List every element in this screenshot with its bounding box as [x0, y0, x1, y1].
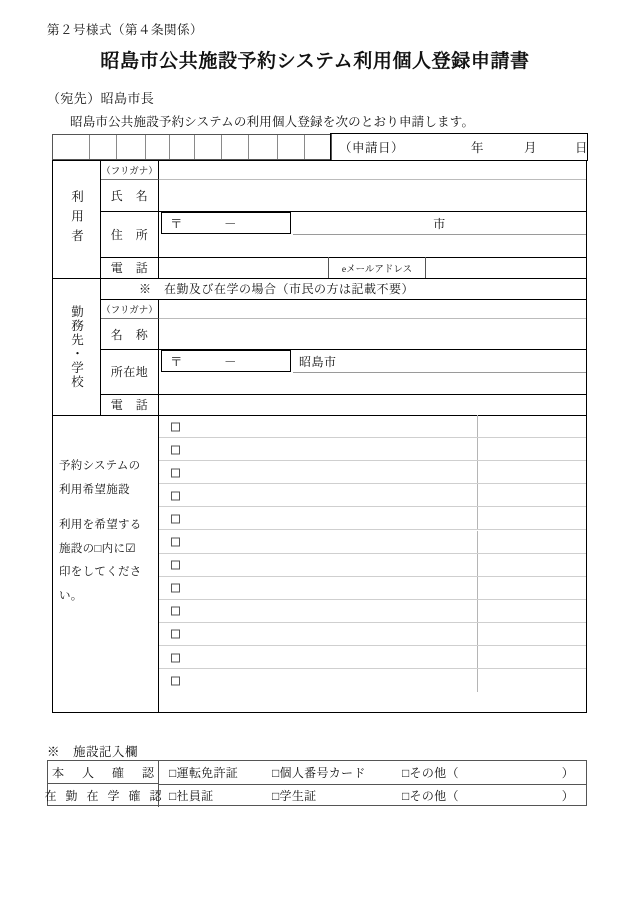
workplace-location-input[interactable] — [159, 373, 586, 394]
day-label: 日 — [575, 141, 588, 155]
applicant-furigana-label: （フリガナ） — [101, 161, 159, 180]
facility-checkbox[interactable] — [171, 445, 180, 454]
facility-checkbox[interactable] — [171, 584, 180, 593]
facility-row[interactable] — [159, 507, 586, 530]
option-other[interactable]: □その他（ — [402, 766, 459, 780]
applicant-tel-label: 電 話 — [101, 257, 159, 278]
year-label: 年 — [471, 141, 484, 155]
workplace-vertical-label: 勤務先・学校 — [53, 278, 101, 415]
workplace-name-input[interactable] — [159, 319, 586, 349]
employment-other-paren-close: ） — [561, 789, 574, 803]
facility-checkbox[interactable] — [171, 676, 180, 685]
option-mynumber-card[interactable]: □個人番号カード — [272, 766, 366, 780]
facility-row[interactable] — [159, 484, 586, 507]
facility-checkbox[interactable] — [171, 538, 180, 547]
workplace-furigana-label: （フリガナ） — [101, 300, 159, 319]
workplace-location-label: 所在地 — [101, 349, 159, 394]
workplace-postal-code-field[interactable] — [161, 350, 291, 372]
facility-instruction-line: 印をしてくださ — [59, 566, 142, 578]
facility-instruction-line: 予約システムの — [59, 460, 141, 472]
facility-column-divider — [477, 577, 478, 600]
applicant-email-input[interactable] — [426, 257, 586, 278]
facility-checkbox[interactable] — [171, 468, 180, 477]
main-form-table — [52, 160, 587, 713]
facility-column-divider — [477, 484, 478, 507]
option-student-id[interactable]: □学生証 — [272, 789, 317, 803]
applicant-vertical-label: 利用者 — [53, 161, 101, 278]
date-grid-cells — [52, 134, 332, 160]
applicant-name-input[interactable] — [159, 180, 586, 211]
workplace-name-label: 名 称 — [101, 319, 159, 349]
postal-mark-icon: 〒 — [170, 355, 183, 369]
identity-other-paren-close: ） — [561, 766, 574, 780]
workplace-tel-input[interactable] — [159, 394, 586, 415]
workplace-note: ※ 在勤及び在学の場合（市民の方は記載不要） — [101, 278, 586, 300]
facility-row[interactable] — [159, 554, 586, 577]
facility-instruction-line — [59, 502, 159, 514]
facility-row[interactable] — [159, 623, 586, 646]
facility-column-divider — [477, 554, 478, 577]
facility-column-divider — [477, 646, 478, 669]
facility-instruction-line: 施設の□内に☑ — [59, 542, 136, 555]
facility-instruction-cell — [53, 415, 159, 712]
office-use-note: ※ 施設記入欄 — [47, 745, 139, 759]
workplace-furigana-input[interactable] — [159, 300, 586, 319]
workplace-city-prefix: 昭島市 — [299, 354, 337, 369]
option-employee-id[interactable]: □社員証 — [169, 789, 214, 803]
postal-dash: － — [224, 217, 237, 231]
applicant-name-label: 氏 名 — [101, 180, 159, 211]
facility-checkbox[interactable] — [171, 607, 180, 616]
identity-check-label: 本 人 確 認 — [48, 761, 159, 784]
employment-check-label: 在 勤 在 学 確 認 — [48, 784, 159, 807]
facility-column-divider — [477, 669, 478, 692]
facility-row[interactable] — [159, 600, 586, 623]
office-use-table — [44, 760, 587, 806]
page-title: 昭島市公共施設予約システム利用個人登録申請書 — [100, 51, 530, 72]
facility-row[interactable] — [159, 461, 586, 484]
applicant-address-label: 住 所 — [101, 211, 159, 257]
facility-row[interactable] — [159, 415, 586, 438]
identity-check-options — [159, 761, 586, 785]
facility-column-divider — [477, 623, 478, 646]
postal-mark-icon: 〒 — [170, 217, 183, 231]
month-label: 月 — [524, 141, 537, 155]
form-number: 第２号様式（第４条関係） — [47, 23, 204, 37]
applicant-address-input[interactable] — [159, 235, 586, 257]
facility-row[interactable] — [159, 669, 586, 692]
facility-row[interactable] — [159, 646, 586, 669]
facility-column-divider — [477, 461, 478, 484]
postal-dash: － — [224, 355, 237, 369]
applicant-email-label: eメールアドレス — [329, 257, 426, 278]
addressee-line: （宛先）昭島市長 — [47, 91, 155, 106]
option-other[interactable]: □その他（ — [402, 789, 459, 803]
intro-statement: 昭島市公共施設予約システムの利用個人登録を次のとおり申請します。 — [70, 115, 475, 129]
facility-row[interactable] — [159, 438, 586, 461]
facility-column-divider — [477, 415, 478, 438]
workplace-tel-label: 電 話 — [101, 394, 159, 415]
application-date-label: （申請日） — [339, 141, 405, 155]
facility-instruction-line: 利用を希望する — [59, 519, 142, 531]
facility-checkbox[interactable] — [171, 653, 180, 662]
applicant-furigana-input[interactable] — [159, 161, 586, 180]
facility-instruction-line: い。 — [59, 589, 83, 602]
applicant-postal-code-field[interactable] — [161, 212, 291, 234]
facility-row[interactable] — [159, 577, 586, 600]
facility-checkbox[interactable] — [171, 561, 180, 570]
facility-column-divider — [477, 600, 478, 623]
facility-checkbox[interactable] — [171, 422, 180, 431]
facility-column-divider — [477, 531, 478, 554]
facility-checkbox[interactable] — [171, 514, 180, 523]
facility-column-divider — [477, 507, 478, 530]
facility-checkbox[interactable] — [171, 491, 180, 500]
applicant-tel-input[interactable] — [159, 257, 329, 278]
employment-check-options — [159, 784, 586, 807]
facility-checkbox[interactable] — [171, 630, 180, 639]
facility-row[interactable] — [159, 531, 586, 554]
facility-instruction-line: 利用希望施設 — [59, 483, 130, 496]
application-date-box[interactable] — [330, 133, 588, 161]
application-date-row — [52, 134, 587, 160]
option-drivers-license[interactable]: □運転免許証 — [169, 766, 239, 780]
facility-column-divider — [477, 438, 478, 461]
applicant-city-suffix: 市 — [433, 216, 446, 231]
